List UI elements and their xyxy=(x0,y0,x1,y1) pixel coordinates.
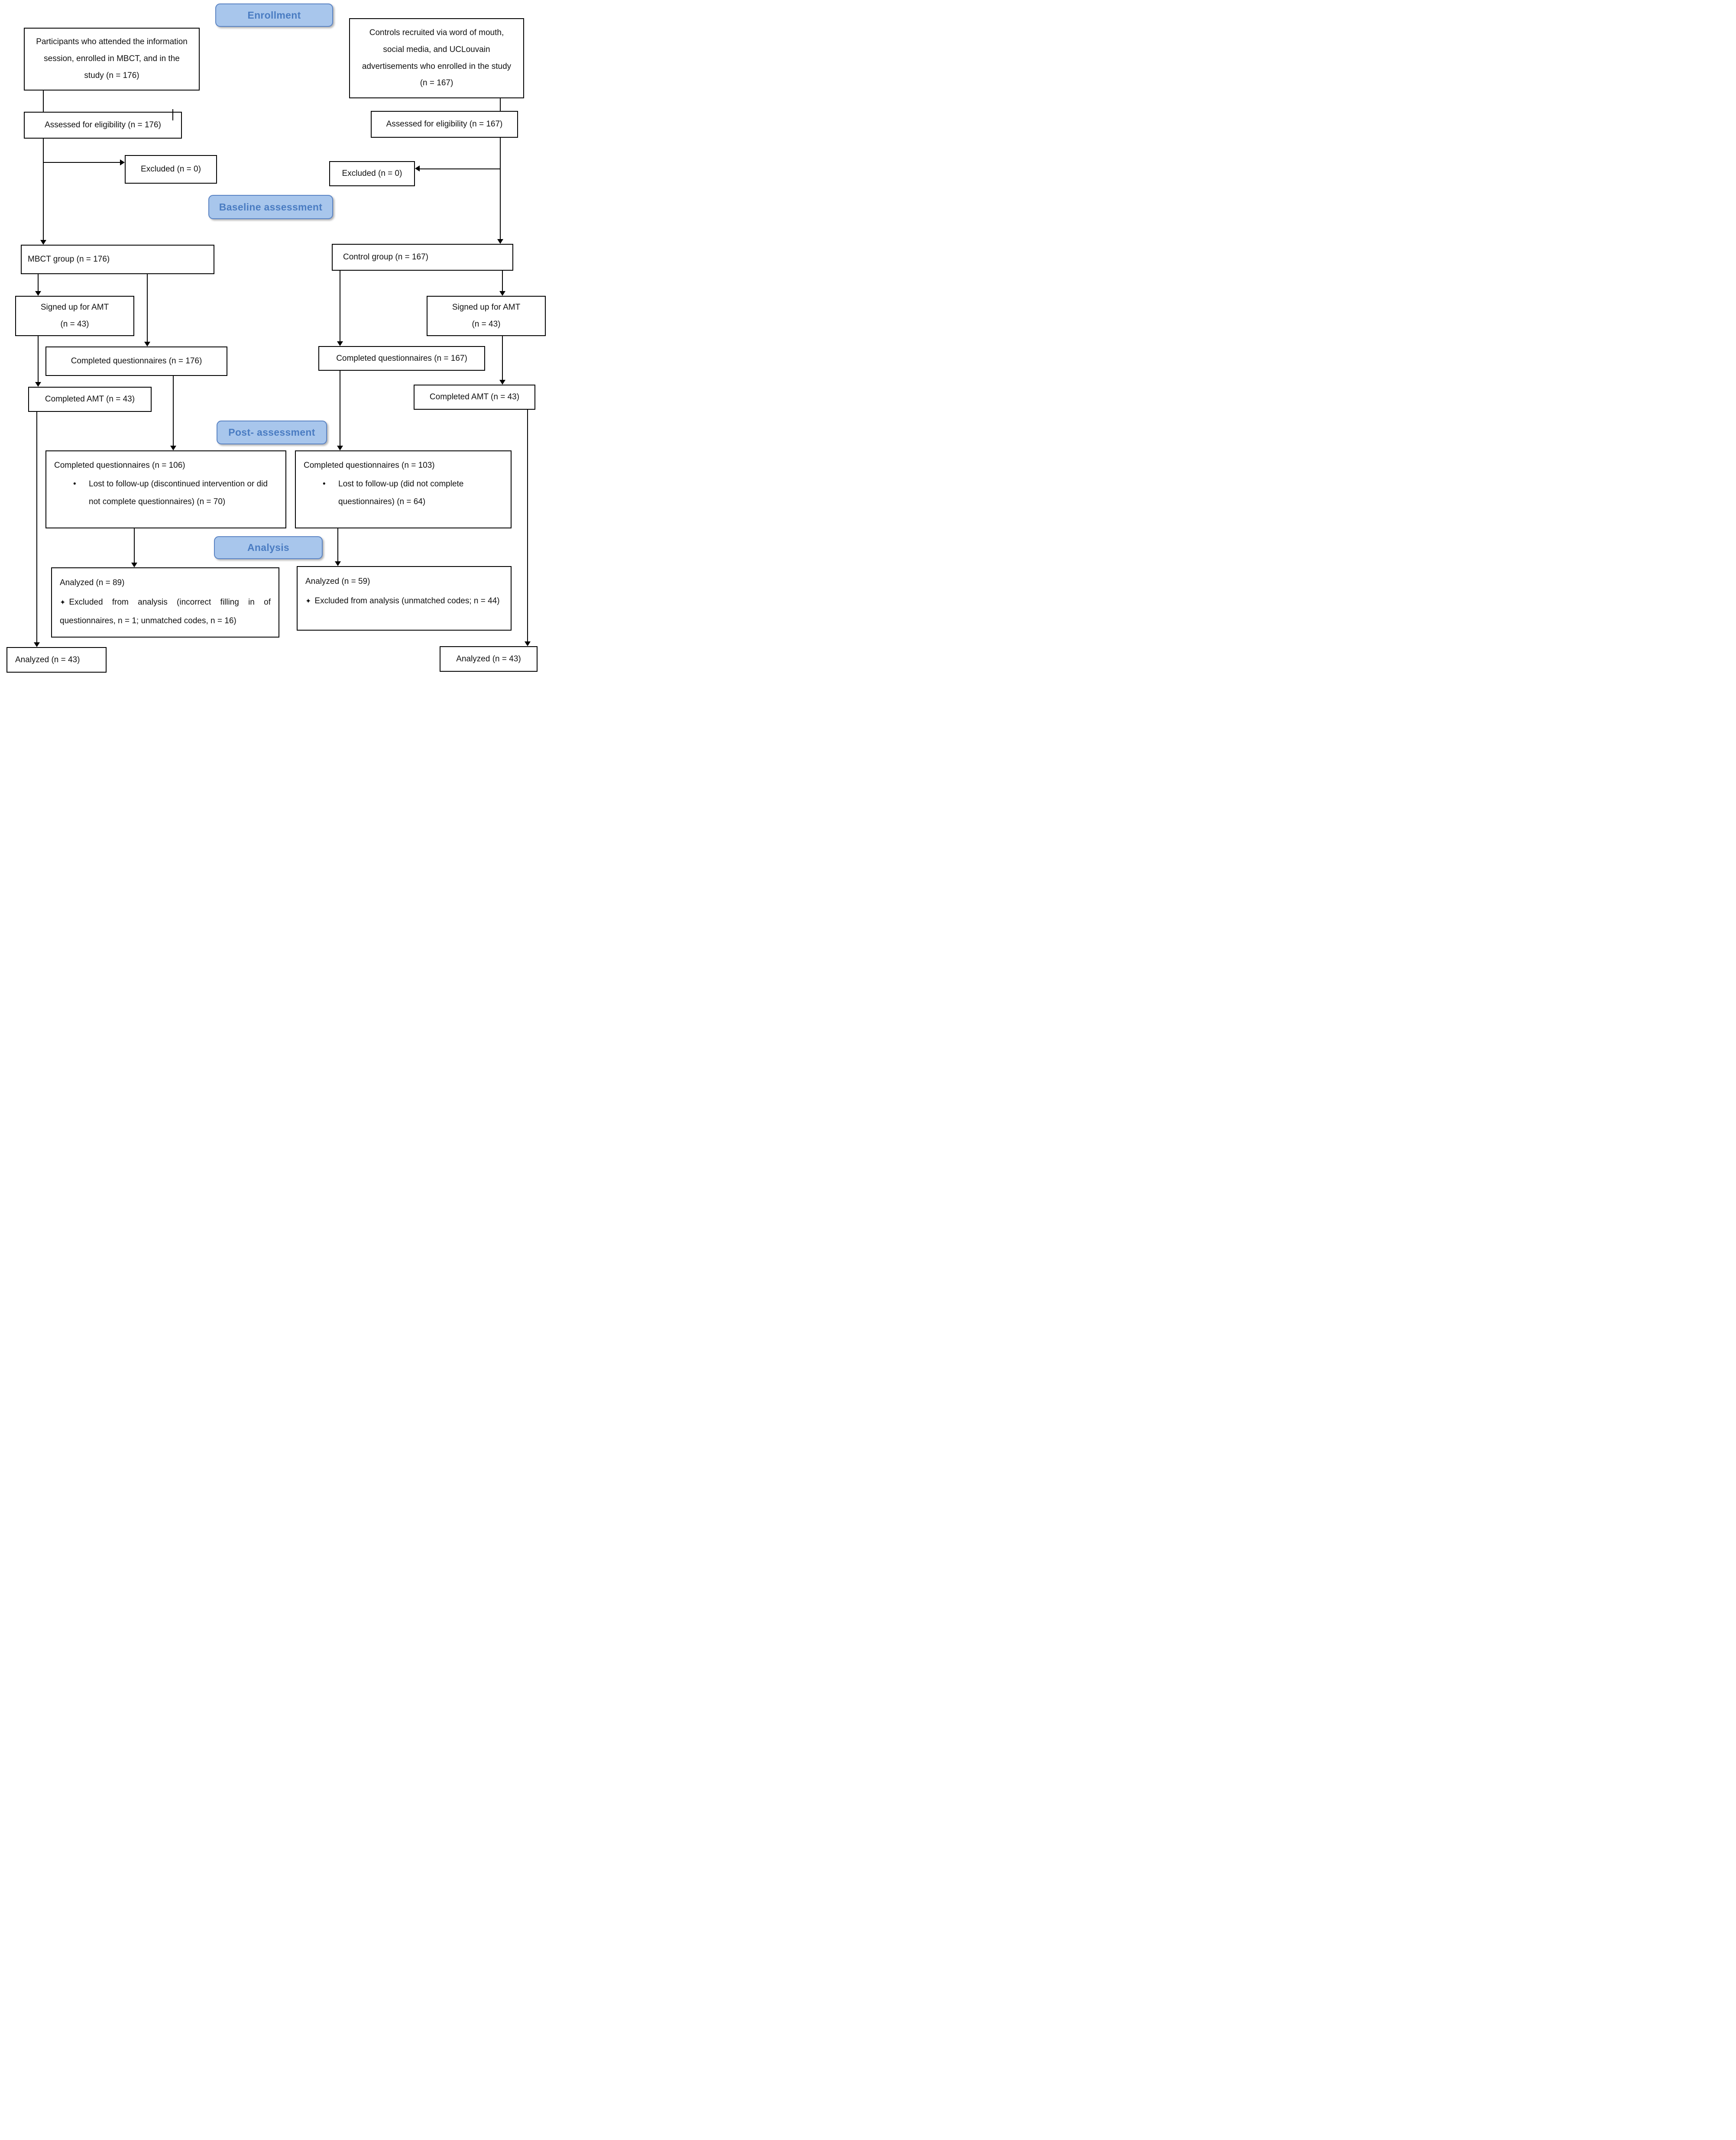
box-control-assessed-text: Assessed for eligibility (n = 167) xyxy=(386,120,503,129)
connector-mbct-assessed-to-excluded xyxy=(43,162,120,163)
connector-mbct-amt-to-analyzed-amt xyxy=(36,412,37,642)
box-mbct-post-assessment xyxy=(45,450,286,528)
bullet-dot-icon: • xyxy=(323,479,326,489)
arrowhead-into-mbct-post xyxy=(170,446,176,450)
box-mbct-signed-up-amt-line1: Signed up for AMT xyxy=(40,302,109,312)
box-mbct-analyzed-title: Analyzed (n = 89) xyxy=(60,578,125,587)
box-control-post-title: Completed questionnaires (n = 103) xyxy=(304,461,435,470)
box-mbct-analyzed-amt-text: Analyzed (n = 43) xyxy=(15,655,80,664)
box-control-analyzed-excluded-text: Excluded from analysis (unmatched codes; n = 44) xyxy=(314,596,500,605)
box-control-completed-amt-text: Completed AMT (n = 43) xyxy=(429,392,520,402)
box-mbct-analyzed-excluded-text: Excluded from analysis (incorrect filling in of questionnaires, n = 1; unmatched codes, n = 16) xyxy=(60,597,271,625)
box-control-assessed xyxy=(371,111,518,138)
connector-mbct-signed-up-to-amt xyxy=(38,336,39,382)
box-control-analyzed-amt xyxy=(440,646,538,672)
connector-mbct-recruited-to-assessed xyxy=(43,91,44,112)
connector-control-amt-to-analyzed-amt xyxy=(527,410,528,641)
stage-label-post-assessment xyxy=(217,421,327,444)
arrowhead-into-mbct-questionnaires xyxy=(144,342,150,346)
arrowhead-into-mbct-completed-amt xyxy=(35,382,41,387)
box-control-post-assessment xyxy=(295,450,512,528)
connector-control-assessed-to-excluded xyxy=(420,168,501,169)
stage-label-post-assessment-text: Post- assessment xyxy=(228,427,315,438)
connector-control-recruited-to-assessed xyxy=(500,98,501,111)
box-mbct-group-text: MBCT group (n = 176) xyxy=(28,255,110,264)
connector-mbct-group-to-signed-up xyxy=(38,274,39,291)
box-control-completed-questionnaires xyxy=(318,346,485,371)
connector-mbct-questionnaires-to-post xyxy=(173,376,174,446)
box-mbct-recruited-text: Participants who attended the information session, enrolled in MBCT, and in the study (n = 176) xyxy=(36,37,188,80)
box-mbct-excluded-text: Excluded (n = 0) xyxy=(141,165,201,174)
box-control-group xyxy=(332,244,513,271)
stage-label-baseline-assessment xyxy=(208,195,333,219)
box-control-analyzed-excluded-row xyxy=(305,592,503,611)
arrowhead-into-control-excluded xyxy=(415,165,420,172)
arrowhead-into-control-analyzed-amt xyxy=(525,641,531,646)
connector-mbct-group-to-questionnaires xyxy=(147,274,148,342)
stage-label-enrollment xyxy=(215,3,333,27)
box-mbct-completed-questionnaires xyxy=(45,346,227,376)
connector-control-signed-up-to-amt xyxy=(502,336,503,380)
consort-flow-diagram xyxy=(0,0,555,685)
box-control-post-lost-text: Lost to follow-up (did not complete questionnaires) (n = 64) xyxy=(338,479,464,506)
connector-control-group-to-signed-up xyxy=(502,271,503,291)
box-control-signed-up-amt-line2: (n = 43) xyxy=(472,319,501,329)
stray-tick-mark xyxy=(172,109,173,120)
arrowhead-into-mbct-group xyxy=(40,240,46,245)
box-mbct-signed-up-amt xyxy=(15,296,134,336)
connector-mbct-assessed-to-group xyxy=(43,139,44,240)
arrowhead-into-control-post xyxy=(337,446,343,450)
box-control-analyzed xyxy=(297,566,512,631)
box-mbct-recruited xyxy=(24,28,200,91)
box-control-group-text: Control group (n = 167) xyxy=(343,253,428,262)
box-control-excluded-text: Excluded (n = 0) xyxy=(342,169,402,178)
box-mbct-analyzed-excluded-row xyxy=(60,593,271,631)
box-control-post-bullet-row xyxy=(323,476,503,511)
arrowhead-into-control-group xyxy=(497,239,503,244)
arrowhead-into-mbct-analyzed-amt xyxy=(34,642,40,647)
box-mbct-signed-up-amt-line2: (n = 43) xyxy=(60,319,89,329)
arrowhead-into-control-completed-amt xyxy=(499,380,505,385)
box-mbct-analyzed xyxy=(51,567,279,638)
box-control-signed-up-amt-line1: Signed up for AMT xyxy=(452,302,521,312)
box-mbct-completed-amt xyxy=(28,387,152,412)
bullet-dot-icon: • xyxy=(73,479,76,489)
box-mbct-post-bullet-row xyxy=(73,476,278,511)
box-control-recruited xyxy=(349,18,524,98)
box-control-analyzed-amt-text: Analyzed (n = 43) xyxy=(456,654,521,664)
arrowhead-into-mbct-signed-up xyxy=(35,291,41,296)
box-control-excluded xyxy=(329,161,415,186)
box-mbct-post-lost-text: Lost to follow-up (discontinued intervention or did not complete questionnaires) (n = 70) xyxy=(89,479,268,506)
arrowhead-into-control-analyzed xyxy=(335,561,341,566)
arrowhead-into-mbct-analyzed xyxy=(131,563,137,567)
connector-control-post-to-analyzed xyxy=(337,528,338,561)
box-mbct-analyzed-amt xyxy=(6,647,107,673)
box-control-completed-amt xyxy=(414,385,535,410)
box-control-signed-up-amt xyxy=(427,296,546,336)
box-mbct-completed-questionnaires-text: Completed questionnaires (n = 176) xyxy=(71,356,202,366)
arrowhead-into-control-signed-up xyxy=(499,291,505,296)
connector-mbct-post-to-analyzed xyxy=(134,528,135,563)
diamond-bullet-icon: ✦ xyxy=(305,597,311,605)
arrowhead-into-control-questionnaires xyxy=(337,341,343,346)
box-mbct-completed-amt-text: Completed AMT (n = 43) xyxy=(45,395,135,404)
connector-control-assessed-to-group xyxy=(500,138,501,239)
box-control-analyzed-title: Analyzed (n = 59) xyxy=(305,577,370,586)
arrowhead-into-mbct-excluded xyxy=(120,159,125,165)
diamond-bullet-icon: ✦ xyxy=(60,599,66,606)
box-control-completed-questionnaires-text: Completed questionnaires (n = 167) xyxy=(336,353,467,363)
stage-label-baseline-assessment-text: Baseline assessment xyxy=(219,201,323,213)
stage-label-enrollment-text: Enrollment xyxy=(247,9,301,21)
box-mbct-group xyxy=(21,245,214,274)
box-mbct-assessed xyxy=(24,112,182,139)
box-mbct-post-title: Completed questionnaires (n = 106) xyxy=(54,461,185,470)
box-control-recruited-text: Controls recruited via word of mouth, social media, and UCLouvain advertisements who enrolled in the study (n = 167) xyxy=(362,28,512,88)
stage-label-analysis xyxy=(214,536,323,559)
box-mbct-assessed-text: Assessed for eligibility (n = 176) xyxy=(45,120,161,130)
stage-label-analysis-text: Analysis xyxy=(247,542,289,553)
box-mbct-excluded xyxy=(125,155,217,184)
